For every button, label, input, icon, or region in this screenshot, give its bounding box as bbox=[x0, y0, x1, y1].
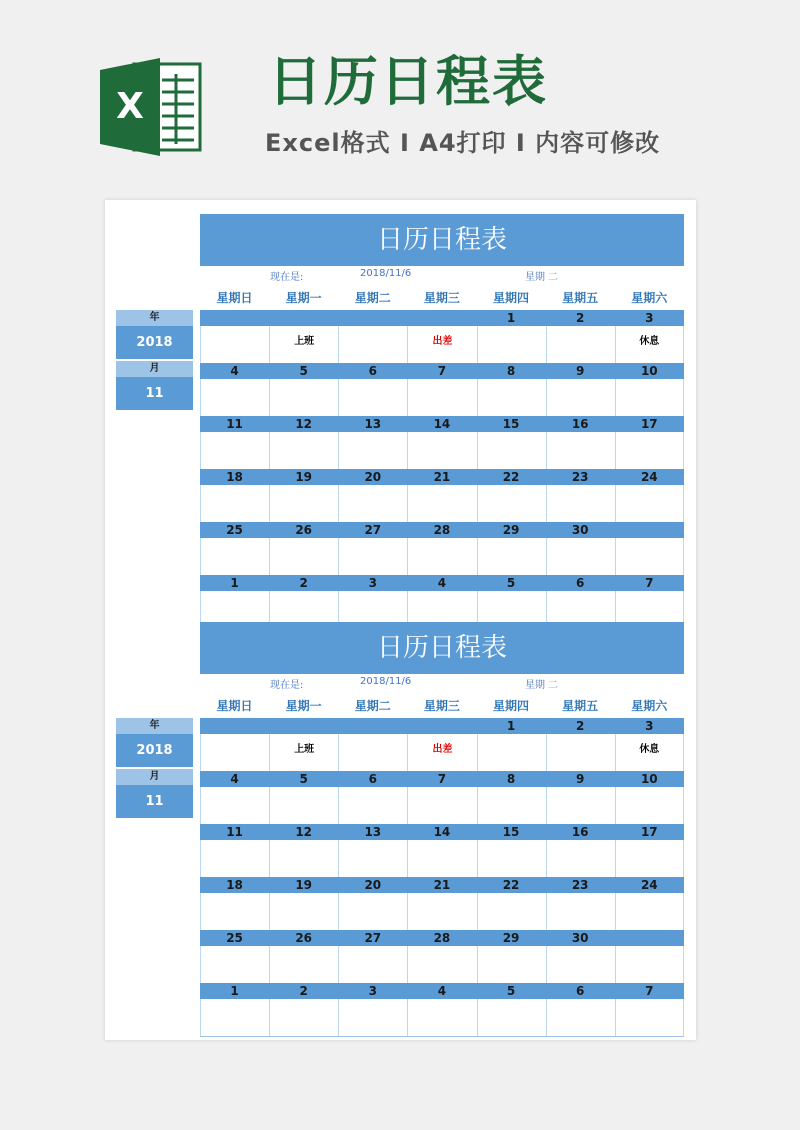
week-row bbox=[200, 877, 684, 930]
date-number: 2 bbox=[299, 576, 308, 590]
date-number: 19 bbox=[295, 878, 313, 892]
date-number: 17 bbox=[640, 825, 658, 839]
now-label: 现在是: bbox=[270, 680, 304, 691]
weekday-label: 星期日 bbox=[216, 699, 253, 713]
week-row bbox=[200, 310, 684, 363]
date-number: 14 bbox=[433, 417, 451, 431]
page-subtitle: Excel格式 I A4打印 I 内容可修改 bbox=[265, 129, 661, 157]
day-note-cell[interactable] bbox=[269, 787, 338, 824]
date-number: 7 bbox=[645, 576, 654, 590]
day-note-cell[interactable] bbox=[615, 485, 684, 522]
week-row bbox=[200, 575, 684, 628]
day-note-cell[interactable] bbox=[200, 432, 269, 469]
day-note-cell[interactable] bbox=[546, 734, 615, 771]
date-number: 4 bbox=[230, 364, 239, 378]
day-note-cell[interactable] bbox=[477, 734, 546, 771]
day-note-cell[interactable] bbox=[269, 485, 338, 522]
day-note-cell[interactable] bbox=[546, 999, 615, 1036]
date-number: 18 bbox=[226, 878, 243, 892]
day-note-cell[interactable] bbox=[200, 787, 269, 824]
day-note-cell[interactable] bbox=[338, 840, 407, 877]
day-note-cell[interactable] bbox=[407, 432, 476, 469]
date-number: 2 bbox=[576, 311, 585, 325]
day-note-cell[interactable] bbox=[338, 326, 407, 363]
day-note-cell[interactable] bbox=[200, 485, 269, 522]
date-number: 6 bbox=[368, 364, 377, 378]
date-number: 20 bbox=[364, 878, 382, 892]
date-number: 25 bbox=[226, 931, 243, 945]
date-number-row bbox=[200, 416, 684, 432]
day-note-cell[interactable] bbox=[615, 538, 684, 575]
day-note-cell[interactable] bbox=[477, 485, 546, 522]
calendar-sheet bbox=[105, 200, 696, 1040]
date-number: 5 bbox=[506, 984, 516, 998]
date-number: 5 bbox=[506, 576, 516, 590]
day-note-cell[interactable] bbox=[338, 946, 407, 983]
date-number: 16 bbox=[571, 825, 589, 839]
date-number: 30 bbox=[571, 931, 589, 945]
month-value[interactable]: 11 bbox=[116, 377, 193, 410]
week-row bbox=[200, 469, 684, 522]
date-number bbox=[200, 310, 269, 326]
year-label: 年 bbox=[116, 718, 193, 734]
date-number: 1 bbox=[506, 719, 516, 733]
date-number: 9 bbox=[576, 364, 585, 378]
page-title: 日历日程表 bbox=[268, 50, 548, 113]
weekday-label: 星期二 bbox=[354, 699, 391, 713]
date-number: 11 bbox=[226, 417, 243, 431]
day-note-cell[interactable] bbox=[338, 432, 407, 469]
date-number: 26 bbox=[295, 523, 313, 537]
date-number: 27 bbox=[364, 931, 382, 945]
date-number: 16 bbox=[571, 417, 589, 431]
year-month-panel bbox=[116, 718, 193, 818]
date-number: 3 bbox=[368, 576, 377, 590]
day-note-cell[interactable] bbox=[546, 432, 615, 469]
day-note-cell[interactable]: 休息 bbox=[615, 326, 684, 363]
day-note-cell[interactable] bbox=[615, 946, 684, 983]
day-note-cell[interactable] bbox=[477, 840, 546, 877]
current-weekday-label: 星期 bbox=[525, 680, 545, 691]
note-row bbox=[200, 485, 684, 522]
day-note-cell[interactable] bbox=[407, 840, 476, 877]
page-header bbox=[0, 0, 800, 190]
date-number: 21 bbox=[433, 878, 451, 892]
day-note-cell[interactable] bbox=[477, 326, 546, 363]
date-number: 9 bbox=[576, 772, 585, 786]
date-number: 28 bbox=[433, 931, 451, 945]
weekday-label: 星期六 bbox=[631, 699, 668, 713]
date-number: 4 bbox=[437, 984, 447, 998]
weekday-label: 星期六 bbox=[631, 291, 668, 305]
date-number: 24 bbox=[640, 878, 658, 892]
week-row bbox=[200, 824, 684, 877]
day-note-cell[interactable] bbox=[338, 485, 407, 522]
weekday-label: 星期一 bbox=[285, 699, 322, 713]
day-note-cell[interactable] bbox=[477, 538, 546, 575]
day-note-cell[interactable] bbox=[477, 787, 546, 824]
month-label: 月 bbox=[116, 361, 193, 377]
day-note-cell[interactable] bbox=[338, 734, 407, 771]
day-note-cell[interactable] bbox=[615, 379, 684, 416]
date-number: 15 bbox=[502, 825, 520, 839]
date-number: 22 bbox=[502, 470, 520, 484]
date-number: 3 bbox=[645, 719, 654, 733]
date-number: 5 bbox=[299, 364, 308, 378]
now-label: 现在是: bbox=[270, 272, 304, 283]
date-number: 10 bbox=[640, 772, 658, 786]
weekday-label: 星期五 bbox=[562, 291, 599, 305]
date-number: 6 bbox=[576, 576, 585, 590]
week-row bbox=[200, 416, 684, 469]
weekday-label: 星期二 bbox=[354, 291, 391, 305]
date-number bbox=[338, 310, 407, 326]
day-note-cell[interactable] bbox=[615, 999, 684, 1036]
year-value[interactable]: 2018 bbox=[116, 734, 193, 767]
year-month-panel bbox=[116, 310, 193, 410]
day-note-cell[interactable] bbox=[338, 787, 407, 824]
date-number: 28 bbox=[433, 523, 451, 537]
calendar-grid bbox=[200, 718, 684, 1037]
day-note-cell[interactable] bbox=[407, 946, 476, 983]
day-note-cell[interactable] bbox=[407, 485, 476, 522]
calendar-title: 日历日程表 bbox=[200, 214, 684, 266]
weekday-label: 星期三 bbox=[423, 291, 460, 305]
date-number: 21 bbox=[433, 470, 451, 484]
day-note-cell[interactable] bbox=[615, 787, 684, 824]
day-note-cell[interactable] bbox=[407, 379, 476, 416]
date-number: 7 bbox=[437, 772, 447, 786]
day-note-cell[interactable] bbox=[200, 379, 269, 416]
day-note-cell[interactable] bbox=[338, 999, 407, 1036]
day-note-cell[interactable] bbox=[200, 538, 269, 575]
day-note-cell[interactable] bbox=[269, 840, 338, 877]
weekday-label: 星期日 bbox=[216, 291, 253, 305]
date-number: 24 bbox=[640, 470, 658, 484]
current-weekday-label: 星期 bbox=[525, 272, 545, 283]
day-note-cell[interactable] bbox=[407, 787, 476, 824]
day-note-cell[interactable] bbox=[269, 999, 338, 1036]
note-row bbox=[200, 432, 684, 469]
date-number bbox=[615, 930, 684, 946]
date-number-row bbox=[200, 930, 684, 946]
day-note-cell[interactable] bbox=[477, 999, 546, 1036]
day-note-cell[interactable] bbox=[407, 538, 476, 575]
day-note-cell[interactable]: 上班 bbox=[269, 734, 338, 771]
date-number-row bbox=[200, 718, 684, 734]
note-row bbox=[200, 734, 684, 771]
day-note-cell[interactable] bbox=[200, 734, 269, 771]
date-number: 12 bbox=[295, 825, 313, 839]
date-number-row bbox=[200, 877, 684, 893]
date-number-row bbox=[200, 824, 684, 840]
day-note-cell[interactable] bbox=[546, 326, 615, 363]
date-number: 6 bbox=[368, 772, 377, 786]
date-number-row bbox=[200, 575, 684, 591]
note-row bbox=[200, 538, 684, 575]
date-number bbox=[269, 310, 338, 326]
day-note-cell[interactable] bbox=[200, 946, 269, 983]
date-number: 22 bbox=[502, 878, 520, 892]
day-note-cell[interactable] bbox=[546, 946, 615, 983]
day-note-cell[interactable] bbox=[615, 432, 684, 469]
date-number: 27 bbox=[364, 523, 382, 537]
date-number: 23 bbox=[571, 470, 589, 484]
week-row bbox=[200, 771, 684, 824]
day-note-cell[interactable] bbox=[546, 893, 615, 930]
date-number: 29 bbox=[502, 931, 520, 945]
weekday-label: 星期一 bbox=[285, 291, 322, 305]
day-note-cell[interactable] bbox=[269, 946, 338, 983]
day-note-cell[interactable]: 休息 bbox=[615, 734, 684, 771]
week-row bbox=[200, 930, 684, 983]
day-note-cell[interactable] bbox=[407, 999, 476, 1036]
week-row bbox=[200, 983, 684, 1036]
note-row bbox=[200, 840, 684, 877]
date-number: 8 bbox=[506, 772, 516, 786]
day-note-cell[interactable] bbox=[200, 840, 269, 877]
date-number: 5 bbox=[299, 772, 308, 786]
day-note-cell[interactable] bbox=[477, 893, 546, 930]
month-value[interactable]: 11 bbox=[116, 785, 193, 818]
date-number bbox=[269, 718, 338, 734]
day-note-cell[interactable] bbox=[407, 893, 476, 930]
note-row bbox=[200, 379, 684, 416]
date-number: 20 bbox=[364, 470, 382, 484]
day-note-cell[interactable] bbox=[338, 538, 407, 575]
date-number: 25 bbox=[226, 523, 243, 537]
date-number-row bbox=[200, 310, 684, 326]
day-note-cell[interactable]: 上班 bbox=[269, 326, 338, 363]
date-number: 19 bbox=[295, 470, 313, 484]
weekday-label: 星期四 bbox=[493, 291, 530, 305]
date-number: 23 bbox=[571, 878, 589, 892]
date-number-row bbox=[200, 983, 684, 999]
year-value[interactable]: 2018 bbox=[116, 326, 193, 359]
weekday-label: 星期五 bbox=[562, 699, 599, 713]
day-note-cell[interactable] bbox=[615, 893, 684, 930]
date-number: 8 bbox=[506, 364, 516, 378]
date-number: 10 bbox=[640, 364, 658, 378]
date-number-row bbox=[200, 522, 684, 538]
note-row bbox=[200, 893, 684, 930]
date-number: 11 bbox=[226, 825, 243, 839]
date-number: 12 bbox=[295, 417, 313, 431]
day-note-cell[interactable]: 出差 bbox=[407, 734, 476, 771]
date-number bbox=[407, 718, 476, 734]
date-number: 1 bbox=[230, 576, 239, 590]
day-note-cell[interactable] bbox=[615, 840, 684, 877]
day-note-cell[interactable] bbox=[269, 432, 338, 469]
excel-logo-icon bbox=[100, 58, 204, 156]
year-label: 年 bbox=[116, 310, 193, 326]
date-number bbox=[338, 718, 407, 734]
day-note-cell[interactable] bbox=[338, 893, 407, 930]
date-number-row bbox=[200, 363, 684, 379]
date-number bbox=[200, 718, 269, 734]
date-number: 1 bbox=[506, 311, 516, 325]
date-number: 13 bbox=[364, 825, 382, 839]
current-date: 2018/11/6 bbox=[360, 676, 412, 687]
day-note-cell[interactable] bbox=[269, 893, 338, 930]
date-number bbox=[615, 522, 684, 538]
date-number: 14 bbox=[433, 825, 451, 839]
day-note-cell[interactable] bbox=[546, 379, 615, 416]
day-note-cell[interactable] bbox=[269, 538, 338, 575]
weekday-header bbox=[200, 696, 684, 716]
day-note-cell[interactable] bbox=[477, 379, 546, 416]
week-row bbox=[200, 522, 684, 575]
date-number: 15 bbox=[502, 417, 520, 431]
day-note-cell[interactable] bbox=[546, 787, 615, 824]
calendar-title: 日历日程表 bbox=[200, 622, 684, 674]
date-number: 29 bbox=[502, 523, 520, 537]
day-note-cell[interactable] bbox=[546, 538, 615, 575]
date-number bbox=[407, 310, 476, 326]
date-number: 30 bbox=[571, 523, 589, 537]
week-row bbox=[200, 718, 684, 771]
date-number: 3 bbox=[645, 311, 654, 325]
day-note-cell[interactable] bbox=[546, 485, 615, 522]
date-number: 3 bbox=[368, 984, 377, 998]
weekday-label: 星期三 bbox=[423, 699, 460, 713]
day-note-cell[interactable] bbox=[200, 893, 269, 930]
date-number: 7 bbox=[437, 364, 447, 378]
note-row bbox=[200, 326, 684, 363]
calendar-grid bbox=[200, 310, 684, 629]
current-weekday-value: 二 bbox=[548, 680, 558, 691]
day-note-cell[interactable] bbox=[200, 326, 269, 363]
day-note-cell[interactable] bbox=[338, 379, 407, 416]
day-note-cell[interactable] bbox=[546, 840, 615, 877]
date-number: 4 bbox=[230, 772, 239, 786]
date-number: 2 bbox=[299, 984, 308, 998]
weekday-header bbox=[200, 288, 684, 308]
day-note-cell[interactable] bbox=[477, 432, 546, 469]
date-number: 17 bbox=[640, 417, 658, 431]
date-number-row bbox=[200, 771, 684, 787]
date-number-row bbox=[200, 469, 684, 485]
date-number: 18 bbox=[226, 470, 243, 484]
day-note-cell[interactable] bbox=[200, 999, 269, 1036]
week-row bbox=[200, 363, 684, 416]
note-row bbox=[200, 946, 684, 983]
weekday-label: 星期四 bbox=[493, 699, 530, 713]
month-label: 月 bbox=[116, 769, 193, 785]
logo-letter: X bbox=[116, 86, 144, 127]
current-weekday-value: 二 bbox=[548, 272, 558, 283]
date-number: 7 bbox=[645, 984, 654, 998]
date-number: 6 bbox=[576, 984, 585, 998]
date-number: 1 bbox=[230, 984, 239, 998]
day-note-cell[interactable]: 出差 bbox=[407, 326, 476, 363]
note-row bbox=[200, 999, 684, 1036]
date-number: 2 bbox=[576, 719, 585, 733]
current-date: 2018/11/6 bbox=[360, 268, 412, 279]
note-row bbox=[200, 787, 684, 824]
date-number: 13 bbox=[364, 417, 382, 431]
date-number: 26 bbox=[295, 931, 313, 945]
day-note-cell[interactable] bbox=[477, 946, 546, 983]
day-note-cell[interactable] bbox=[269, 379, 338, 416]
date-number: 4 bbox=[437, 576, 447, 590]
